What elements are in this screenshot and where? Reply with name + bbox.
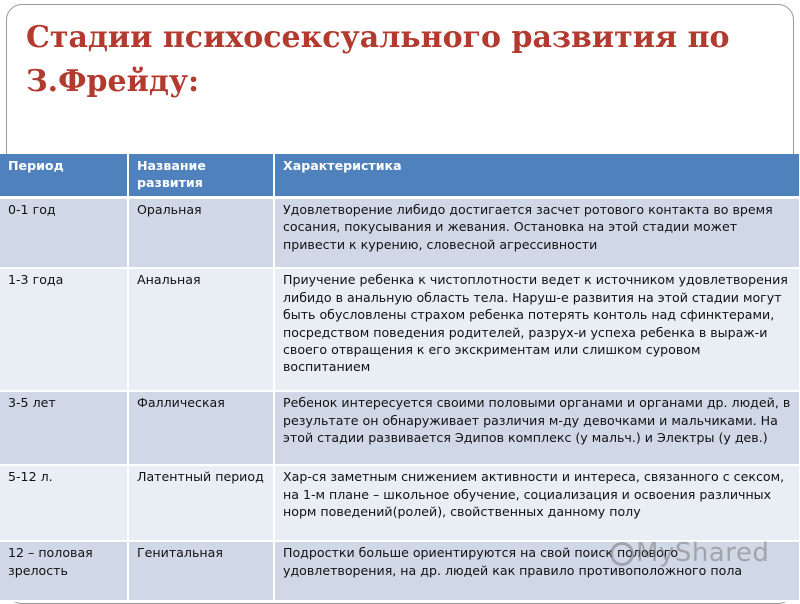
- watermark: [610, 538, 769, 568]
- cell-name: Генитальная: [128, 541, 274, 601]
- cell-period: 12 – половая зрелость: [0, 541, 128, 601]
- table-row: [0, 465, 800, 541]
- header-period: Период: [0, 154, 128, 197]
- cell-description: Хар-ся заметным снижением активности и интереса, связанного с сексом, на 1-м плане – школьное обучение, социализация и освоения различных норм поведений(ролей), свойственных данному полу: [274, 465, 800, 541]
- cell-name: Фаллическая: [128, 391, 274, 465]
- cell-name: Латентный период: [128, 465, 274, 541]
- cell-description: Подростки больше ориентируются на свой поиск полового удовлетворения, на др. людей как правило противоположного пола: [274, 541, 800, 601]
- table-row: [0, 197, 800, 268]
- cell-period: 5-12 л.: [0, 465, 128, 541]
- table-row: [0, 391, 800, 465]
- cell-description: Ребенок интересуется своими половыми органами и органами др. людей, в результате он обнаруживает различия м-ду девочками и мальчиками. На этой стадии развивается Эдипов комплекс (у мальч.) и Электры (у дев.): [274, 391, 800, 465]
- table-row: [0, 268, 800, 391]
- cell-name: Оральная: [128, 197, 274, 268]
- cell-name: Анальная: [128, 268, 274, 391]
- cell-description: Удовлетворение либидо достигается засчет ротового контакта во время сосания, покусывания и жевания. Остановка на этой стадии может привести к курению, словесной агрессивности: [274, 197, 800, 268]
- slide-title: Стадии психосексуального развития по З.Фрейду:: [26, 20, 730, 99]
- header-name: Название развития: [128, 154, 274, 197]
- cell-period: 0-1 год: [0, 197, 128, 268]
- header-characteristic: Характеристика: [274, 154, 800, 197]
- cell-period: 3-5 лет: [0, 391, 128, 465]
- cell-description: Приучение ребенка к чистоплотности ведет к источником удовлетворения либидо в анальную область тела. Наруш-е развития на этой стадии могут быть обусловлены страхом ребенка потерять контоль над сфинктерами, посредством поведения родителей, разрух-и успеха ребенка в выраж-и своего отвращения к его экскриментам или слишком суровом воспитанием: [274, 268, 800, 391]
- watermark-text: MyShared: [636, 538, 770, 568]
- table-header-row: [0, 154, 800, 197]
- myshared-logo-icon: [610, 542, 634, 566]
- stages-table: [0, 154, 800, 602]
- cell-period: 1-3 года: [0, 268, 128, 391]
